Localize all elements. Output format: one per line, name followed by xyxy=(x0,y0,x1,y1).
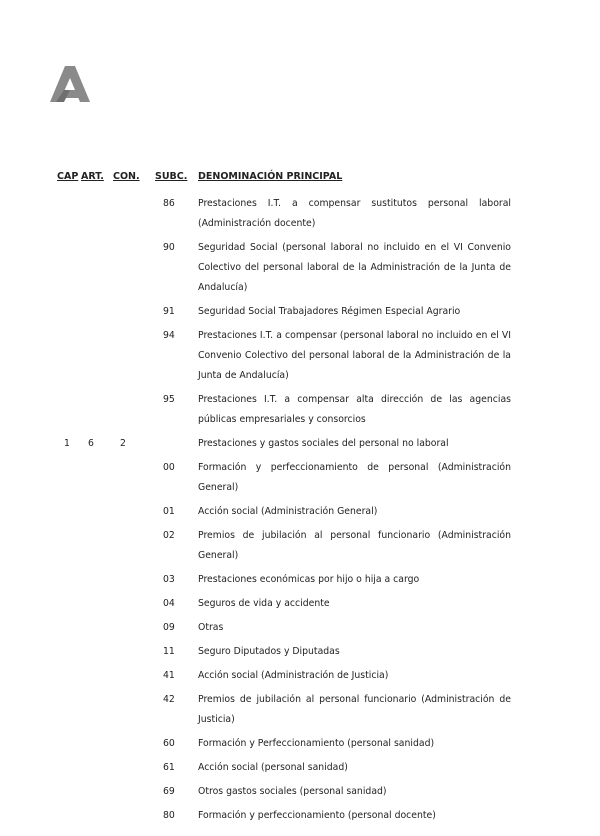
description-cell: Formación y perfeccionamiento (personal docente) xyxy=(198,810,436,821)
column-header-con: CON. xyxy=(113,171,140,182)
table-row xyxy=(0,238,600,298)
subc-cell: 91 xyxy=(163,306,175,317)
subc-cell: 80 xyxy=(163,810,175,821)
description-cell: Seguridad Social (personal laboral no incluido en el VI Convenio Colectivo del personal laboral de la Administración de la Junta de Andalucía) xyxy=(198,242,511,293)
subc-cell: 60 xyxy=(163,738,175,749)
subc-cell: 00 xyxy=(163,462,175,473)
subc-cell: 95 xyxy=(163,394,175,405)
table-row xyxy=(0,642,600,662)
table-row xyxy=(0,782,600,802)
table-row xyxy=(0,434,600,454)
subc-cell: 86 xyxy=(163,198,175,209)
subc-cell: 01 xyxy=(163,506,175,517)
table-row xyxy=(0,526,600,566)
description-cell: Prestaciones económicas por hijo o hija a cargo xyxy=(198,574,420,585)
junta-andalucia-logo-icon xyxy=(50,66,90,102)
art-cell: 6 xyxy=(88,438,94,449)
subc-cell: 09 xyxy=(163,622,175,633)
cap-cell: 1 xyxy=(64,438,70,449)
table-row xyxy=(0,806,600,826)
subc-cell: 03 xyxy=(163,574,175,585)
subc-cell: 02 xyxy=(163,530,175,541)
subc-cell: 69 xyxy=(163,786,175,797)
description-cell: Formación y perfeccionamiento de personal (Administración General) xyxy=(198,462,511,493)
table-row xyxy=(0,570,600,590)
table-row xyxy=(0,326,600,386)
description-cell: Prestaciones I.T. a compensar sustitutos personal laboral (Administración docente) xyxy=(198,198,511,229)
table-row xyxy=(0,758,600,778)
table-row xyxy=(0,302,600,322)
table-row xyxy=(0,458,600,498)
table-row xyxy=(0,502,600,522)
description-cell: Formación y Perfeccionamiento (personal sanidad) xyxy=(198,738,435,749)
subc-cell: 90 xyxy=(163,242,175,253)
description-cell: Otros gastos sociales (personal sanidad) xyxy=(198,786,387,797)
table-row xyxy=(0,666,600,686)
subc-cell: 94 xyxy=(163,330,175,341)
table-row xyxy=(0,390,600,430)
subc-cell: 04 xyxy=(163,598,175,609)
column-header-art: ART. xyxy=(81,171,104,182)
table-row xyxy=(0,194,600,234)
subc-cell: 42 xyxy=(163,694,175,705)
budget-code-table xyxy=(0,194,600,830)
description-cell: Premios de jubilación al personal funcionario (Administración de Justicia) xyxy=(198,694,511,725)
description-cell: Prestaciones y gastos sociales del personal no laboral xyxy=(198,438,449,449)
table-row xyxy=(0,734,600,754)
subc-cell: 11 xyxy=(163,646,175,657)
description-cell: Seguridad Social Trabajadores Régimen Especial Agrario xyxy=(198,306,461,317)
table-row xyxy=(0,690,600,730)
description-cell: Acción social (Administración General) xyxy=(198,506,378,517)
description-cell: Acción social (Administración de Justicia) xyxy=(198,670,389,681)
column-header-subc: SUBC. xyxy=(155,171,188,182)
description-cell: Otras xyxy=(198,622,224,633)
table-row xyxy=(0,618,600,638)
table-row xyxy=(0,594,600,614)
description-cell: Prestaciones I.T. a compensar (personal laboral no incluido en el VI Convenio Colectivo del personal laboral de la Administración de la Junta de Andalucía) xyxy=(198,330,511,381)
description-cell: Acción social (personal sanidad) xyxy=(198,762,348,773)
con-cell: 2 xyxy=(120,438,126,449)
description-cell: Prestaciones I.T. a compensar alta dirección de las agencias públicas empresariales y consorcios xyxy=(198,394,511,425)
subc-cell: 41 xyxy=(163,670,175,681)
column-header-denominacion: DENOMINACIÓN PRINCIPAL xyxy=(198,171,343,182)
column-header-cap: CAP xyxy=(57,171,79,182)
description-cell: Seguros de vida y accidente xyxy=(198,598,330,609)
description-cell: Seguro Diputados y Diputadas xyxy=(198,646,340,657)
description-cell: Premios de jubilación al personal funcionario (Administración General) xyxy=(198,530,511,561)
subc-cell: 61 xyxy=(163,762,175,773)
